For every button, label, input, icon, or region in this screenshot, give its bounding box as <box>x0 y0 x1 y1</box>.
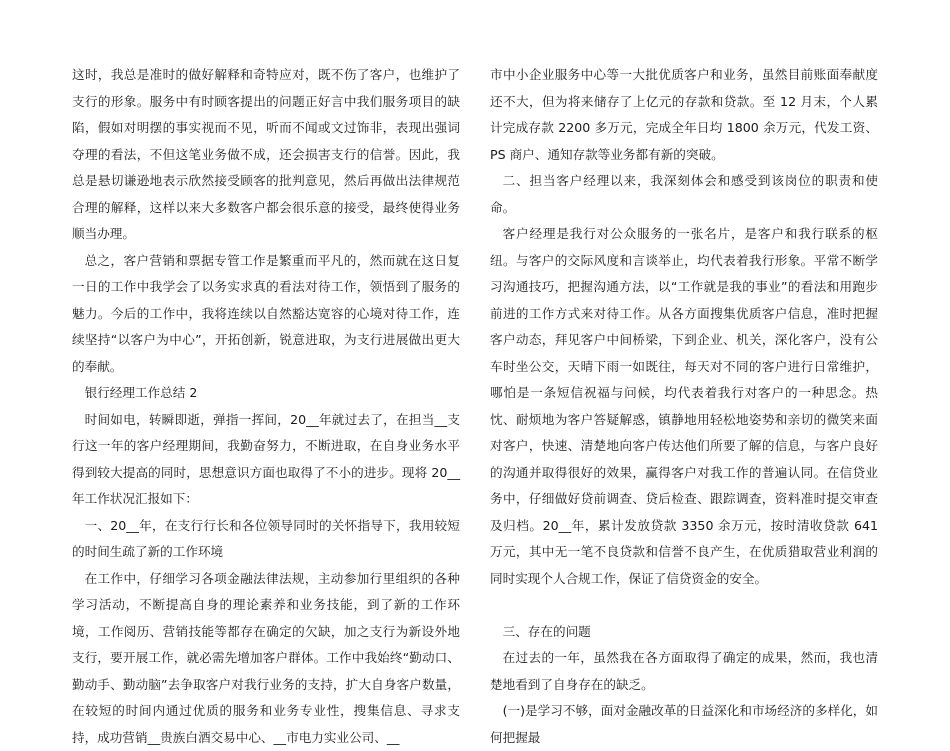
section-title: 银行经理工作总结 2 <box>72 380 460 407</box>
paragraph: 客户经理是我行对公众服务的一张名片，是客户和我行联系的枢纽。与客户的交际风度和言谈举止，均代表着我行形象。平常不断学习沟通技巧，把握沟通方法，以“工作就是我的事业”的看法和用跑步前进的工作方式来对待工作。从各方面搜集优质客户信息，准时把握客户动态，拜见客户中间桥梁，下到企业、机关，深化客户，没有公车时坐公交，天晴下雨一如既往，每天对不同的客户进行日常维护，哪怕是一条短信祝福与问候，均代表着我行对客户的一种思念。热忱、耐烦地为客户答疑解惑，镇静地用轻松地姿势和亲切的微笑来面对客户，快速、清楚地向客户传达他们所要了解的信息，与客户良好的沟通并取得很好的效果，赢得客户对我工作的普遍认同。在信贷业务中，仔细做好贷前调查、贷后检查、跟踪调查，资料准时提交审查及归档。20__年，累计发放贷款 3350 余万元，按时清收贷款 641 万元，其中无一笔不良贷款和信誉不良产生，在优质猎取营业利润的同时实现个人合规工作，保证了信贷资金的安全。 <box>490 221 878 592</box>
paragraph: 时间如电，转瞬即逝，弹指一挥间，20__年就过去了，在担当__支行这一年的客户经理期间，我勤奋努力，不断进取，在自身业务水平得到较大提高的同时，思想意识方面也取得了不小的进步。现将 20__年工作状况汇报如下： <box>72 407 460 513</box>
section-heading: 二、担当客户经理以来，我深刻体会和感受到该岗位的职责和使命。 <box>490 168 878 221</box>
paragraph: 在工作中，仔细学习各项金融法律法规，主动参加行里组织的各种学习活动，不断提高自身的理论素养和业务技能，到了新的工作环境，工作阅历、营销技能等都存在确定的欠缺，加之支行为新设外地支行，要开展工作，就必需先增加客户群体。工作中我始终“勤动口、勤动手、勤动脑”去争取客户对我行业务的支持，扩大自身客户数量，在较短的时间内通过优质的服务和业务专业性，搜集信息、寻求支持，成功营销__贵族白酒交易中心、__市电力实业公司、__ <box>72 566 460 751</box>
paragraph: 在过去的一年，虽然我在各方面取得了确定的成果，然而，我也清楚地看到了自身存在的缺乏。 <box>490 645 878 698</box>
section-heading: 三、存在的问题 <box>490 619 878 646</box>
paragraph: 市中小企业服务中心等一大批优质客户和业务，虽然目前账面奉献度还不大，但为将来储存了上亿元的存款和贷款。至 12 月末，个人累计完成存款 2200 多万元，完成全年日均 1800 余万元，代发工资、PS 商户、通知存款等业务都有新的突破。 <box>490 62 878 168</box>
right-text-column <box>490 62 878 751</box>
paragraph: 这时，我总是准时的做好解释和奇特应对，既不伤了客户，也维护了支行的形象。服务中有时顾客提出的问题正好言中我们服务项目的缺陷，假如对明摆的事实视而不见，听而不闻或文过饰非，表现出强词夺理的看法，不但这笔业务做不成，还会损害支行的信誉。因此，我总是悬切谦逊地表示欣然接受顾客的批判意见，然后再做出法律规范合理的解释，这样以来大多数客户都会很乐意的接受，最终使得业务顺当办理。 <box>72 62 460 248</box>
paragraph: 总之，客户营销和票据专管工作是繁重而平凡的，然而就在这日复一日的工作中我学会了以务实求真的看法对待工作，领悟到了服务的魅力。今后的工作中，我将连续以自然豁达宽容的心境对待工作，连续坚持“以客户为中心”，开拓创新，锐意进取，为支行进展做出更大的奉献。 <box>72 248 460 381</box>
blank-line <box>490 592 878 619</box>
paragraph: (一)是学习不够，面对金融改革的日益深化和市场经济的多样化，如何把握最 <box>490 698 878 751</box>
section-heading: 一、20__年，在支行行长和各位领导同时的关怀指导下，我用较短的时间生疏了新的工作环境 <box>72 513 460 566</box>
left-text-column <box>72 62 460 751</box>
